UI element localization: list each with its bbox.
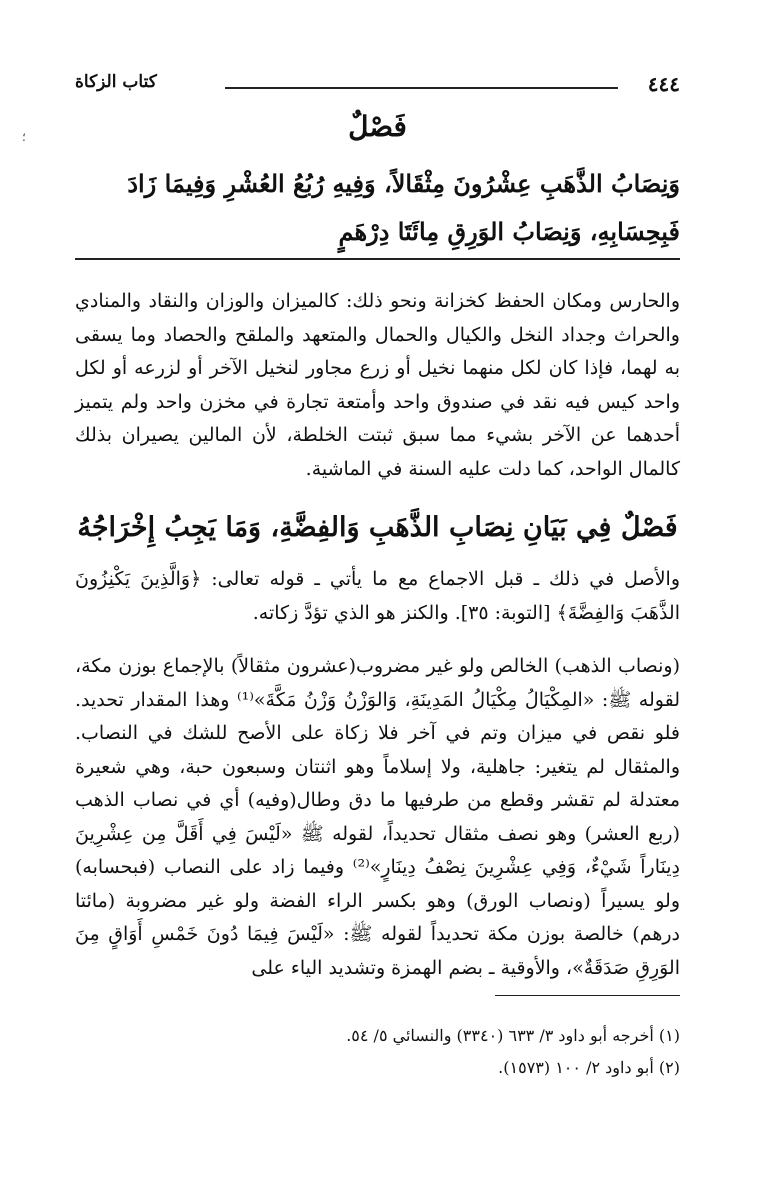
page-number: ٤٤٤ [647, 72, 680, 96]
running-header [75, 72, 680, 102]
footnote: (١) أخرجه أبو داود ٣/ ٦٣٣ (٣٣٤٠) والنسائي ٥/ ٥٤. [346, 1026, 680, 1045]
commentary-paragraph: والأصل في ذلك ـ قبل الاجماع مع ما يأتي ـ قوله تعالى: ﴿وَالَّذِينَ يَكْنِزُونَ الذَّهَبَ وَالفِضَّةَ﴾ [التوبة: ٣٥]. والكنز هو الذي تؤدَّ زكاته. [75, 568, 680, 624]
matn-divider [75, 258, 680, 260]
footnotes [75, 1020, 680, 1084]
margin-mark: ؛ [22, 130, 26, 144]
commentary-paragraph: (ونصاب الذهب) الخالص ولو غير مضروب(عشرون مثقالاً) بالإجماع بوزن مكة، لقوله ﷺ: «المِكْيَالُ مِكْيَالُ المَدِينَةِ، وَالوَزْنُ وَزْنُ مَكَّةَ»⁽¹⁾ وهذا المقدار تحديد. فلو نقص في ميزان وتم في آخر فلا زكاة على الأصح للشك في النصاب. والمثقال لم يتغير: جاهلية، ولا إسلاماً وهو اثنتان وسبعون حبة، وهي شعيرة معتدلة لم تقشر وقطع من طرفيها ما دق وطال(وفيه) أي في نصاب الذهب (ربع العشر) وهو نصف مثقال تحديداً، لقوله ﷺ «لَيْسَ فِي أَقَلَّ مِن عِشْرِينَ دِينَاراً شَيْءٌ، وَفِي عِشْرِينَ نِصْفُ دِينَارٍ»⁽²⁾ وفيما زاد على النصاب (فبحسابه) ولو يسيراً (ونصاب الورق) وهو بكسر الراء الفضة ولو غير مضروبة (مائتا درهم) خالصة بوزن مكة تحديداً لقوله ﷺ: «لَيْسَ فِيمَا دُونَ خَمْسِ أَوَاقٍ مِنَ الوَرِقِ صَدَقَةٌ»، والأوقية ـ بضم الهمزة وتشديد الياء على [75, 655, 680, 979]
header-rule [225, 87, 618, 89]
matn-text: وَنِصَابُ الذَّهَبِ عِشْرُونَ مِثْقَالاً، وَفِيهِ رُبُعُ العُشْرِ وَفِيمَا زَادَ فَبِحِسَابِهِ، وَنِصَابُ الوَرِقِ مِائَتَا دِرْهَمٍ [127, 169, 680, 246]
commentary-paragraph: والحارس ومكان الحفظ كخزانة ونحو ذلك: كالميزان والوزان والنقاد والمنادي والحراث وجداد النخل والكيال والحمال والمتعهد والملقح والحصاد وما يسقى به لهما، فإذا كان لكل منهما نخيل أو زرع مجاور لنخيل الآخر أو لزرعه أو لكل واحد كيس فيه نقد في صندوق واحد وأمتعة تجارة في مخزن واحد ولم يتميز أحدهما عن الآخر بشيء مما سبق ثبتت الخلطة، لأن المالين يصيران بذلك كالمال الواحد، كما دلت عليه السنة في الماشية. [75, 290, 680, 480]
section-heading: فَصْلٌ فِي بَيَانِ نِصَابِ الذَّهَبِ وَالفِضَّةِ، وَمَا يَجِبُ إِخْرَاجُهُ [77, 512, 678, 543]
footnote: (٢) أبو داود ٢/ ١٠٠ (١٥٧٣). [498, 1058, 680, 1077]
matn-title: فَصْلٌ [348, 110, 407, 143]
footnote-divider [495, 995, 680, 996]
running-title: كتاب الزكاة [75, 72, 157, 92]
